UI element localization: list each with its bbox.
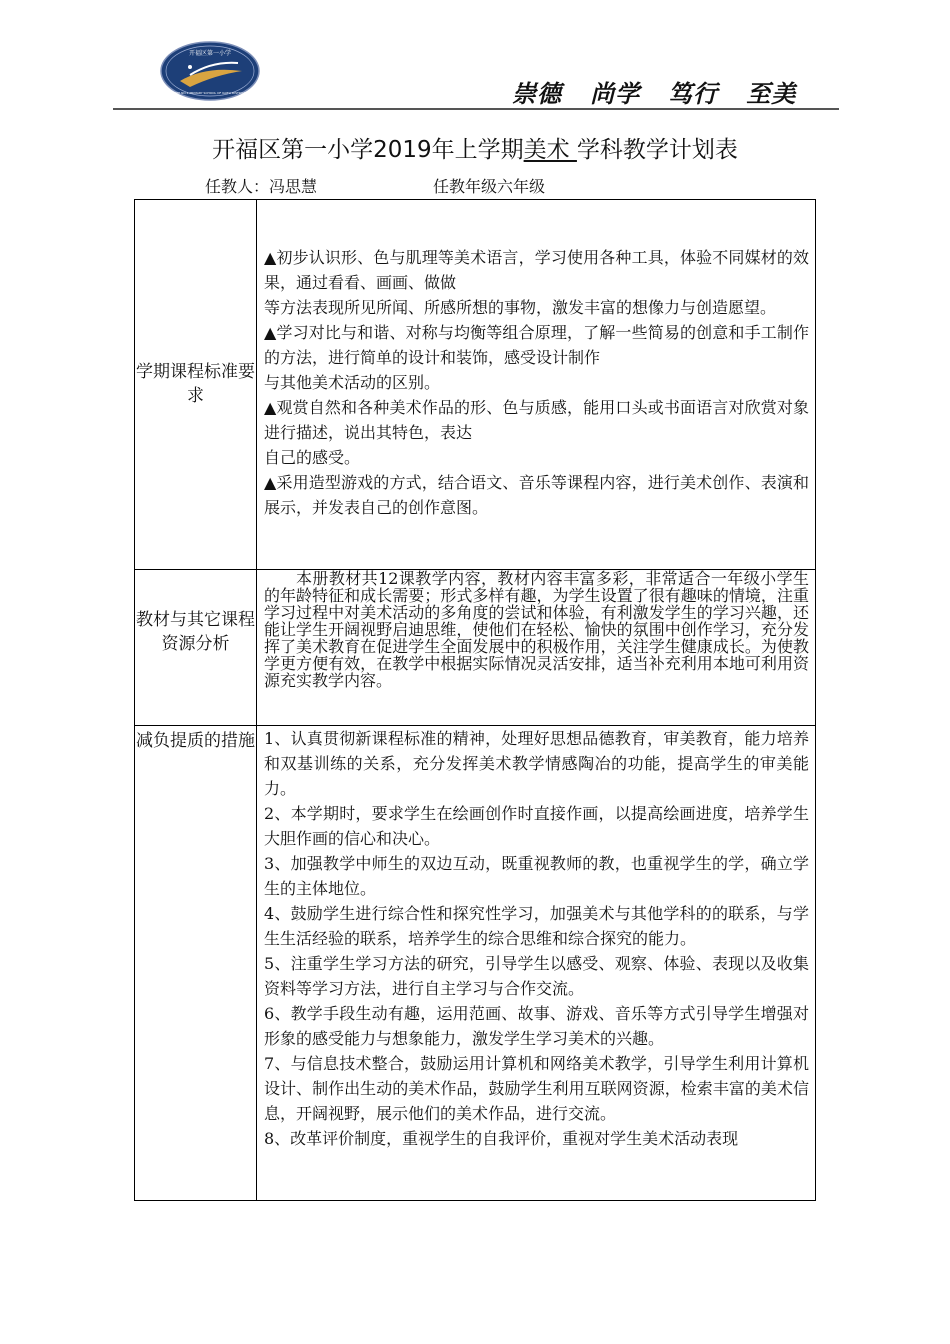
- measure-item: 2、本学期时，要求学生在绘画创作时直接作画，以提高绘画进度，培养学生大胆作画的信心和决心。: [264, 804, 809, 848]
- table-row-resources: [135, 570, 816, 726]
- standards-content-cell: [257, 200, 816, 570]
- title-prefix: 开福区第一小学2019年上学期: [212, 137, 524, 163]
- standards-line: ▲观赏自然和各种美术作品的形、色与质感，能用口头或书面语言对欣赏对象进行描述，说出其特色，表达: [264, 398, 809, 442]
- title-suffix: 学科教学计划表: [576, 137, 738, 163]
- school-logo: [160, 41, 260, 101]
- standards-line: 等方法表现所见所闻、所感所想的事物，激发丰富的想像力与创造愿望。: [264, 298, 777, 317]
- row-label-cell: [135, 200, 257, 570]
- resources-content-cell: [257, 570, 816, 726]
- resources-label: 教材与其它课程资源分析: [136, 610, 255, 654]
- measures-text: [257, 726, 815, 1151]
- standards-line: 与其他美术活动的区别。: [264, 373, 441, 392]
- row-label-cell: [135, 726, 257, 1201]
- measure-item: 4、鼓励学生进行综合性和探究性学习，加强美术与其他学科的的联系，与学生生活经验的联系，培养学生的综合思维和综合探究的能力。: [264, 904, 809, 948]
- teaching-grade: 任教年级六年级: [433, 177, 546, 196]
- standards-text: [257, 200, 815, 520]
- standards-line: ▲采用造型游戏的方式，结合语文、音乐等课程内容，进行美术创作、表演和展示，并发表自己的创作意图。: [264, 473, 809, 517]
- standards-line: 自己的感受。: [264, 448, 361, 467]
- measure-item: 7、与信息技术整合，鼓励运用计算机和网络美术教学，引导学生利用计算机设计、制作出生动的美术作品，鼓励学生利用互联网资源，检索丰富的美术信息，开阔视野，展示他们的美术作品，进行交流。: [264, 1054, 809, 1123]
- measure-item: 3、加强教学中师生的双边互动，既重视教师的教，也重视学生的学，确立学生的主体地位。: [264, 854, 809, 898]
- standards-line: ▲学习对比与和谐、对称与均衡等组合原理，了解一些简易的创意和手工制作的方法，进行简单的设计和装饰，感受设计制作: [264, 323, 809, 367]
- standards-line: ▲初步认识形、色与肌理等美术语言，学习使用各种工具，体验不同媒材的效果，通过看看、画画、做做: [264, 248, 809, 292]
- table-row-measures: [135, 726, 816, 1201]
- row-label-cell: [135, 570, 257, 726]
- standards-label: 学期课程标准要求: [136, 362, 255, 406]
- measure-item: 8、改革评价制度，重视学生的自我评价，重视对学生美术活动表现: [264, 1129, 739, 1148]
- school-motto: 崇德 尚学 笃行 至美: [512, 79, 797, 108]
- table-row-standards: [135, 200, 816, 570]
- title-subject: 美术: [523, 137, 577, 163]
- plan-table: [134, 199, 816, 1201]
- logo-subtext: THE NO.1 PRIMARY SCHOOL OF KAIFU DISTRICT: [174, 91, 246, 95]
- measures-content-cell: [257, 726, 816, 1201]
- header-divider: [113, 108, 839, 110]
- measure-item: 1、认真贯彻新课程标准的精神，处理好思想品德教育，审美教育，能力培养和双基训练的关系，充分发挥美术教学情感陶冶的功能，提高学生的审美能力。: [264, 729, 809, 798]
- logo-text: 开福区第一小学: [188, 50, 232, 57]
- teacher-name: 任教人：冯思慧: [205, 177, 318, 196]
- resources-paragraph: 本册教材共12课教学内容，教材内容丰富多彩，非常适合一年级小学生的年龄特征和成长需要；形式多样有趣，为学生设置了很有趣味的情境，注重学习过程中对美术活动的多角度的尝试和体验，有利激发学生的学习兴趣，还能让学生开阔视野启迪思维，使他们在轻松、愉快的氛围中创作学习，充分发挥了美术教育在促进学生全面发展中的积极作用，关注学生健康成长。为使教学更方便有效，在教学中根据实际情况灵活安排，适当补充利用本地可利用资源充实教学内容。: [264, 569, 809, 690]
- page-title: [0, 134, 950, 166]
- measure-item: 6、教学手段生动有趣，运用范画、故事、游戏、音乐等方式引导学生增强对形象的感受能力与想象能力，激发学生学习美术的兴趣。: [264, 1004, 809, 1048]
- measure-item: 5、注重学生学习方法的研究，引导学生以感受、观察、体验、表现以及收集资料等学习方法，进行自主学习与合作交流。: [264, 954, 809, 998]
- resources-text: [257, 570, 815, 689]
- measures-label: 减负提质的措施: [136, 731, 255, 751]
